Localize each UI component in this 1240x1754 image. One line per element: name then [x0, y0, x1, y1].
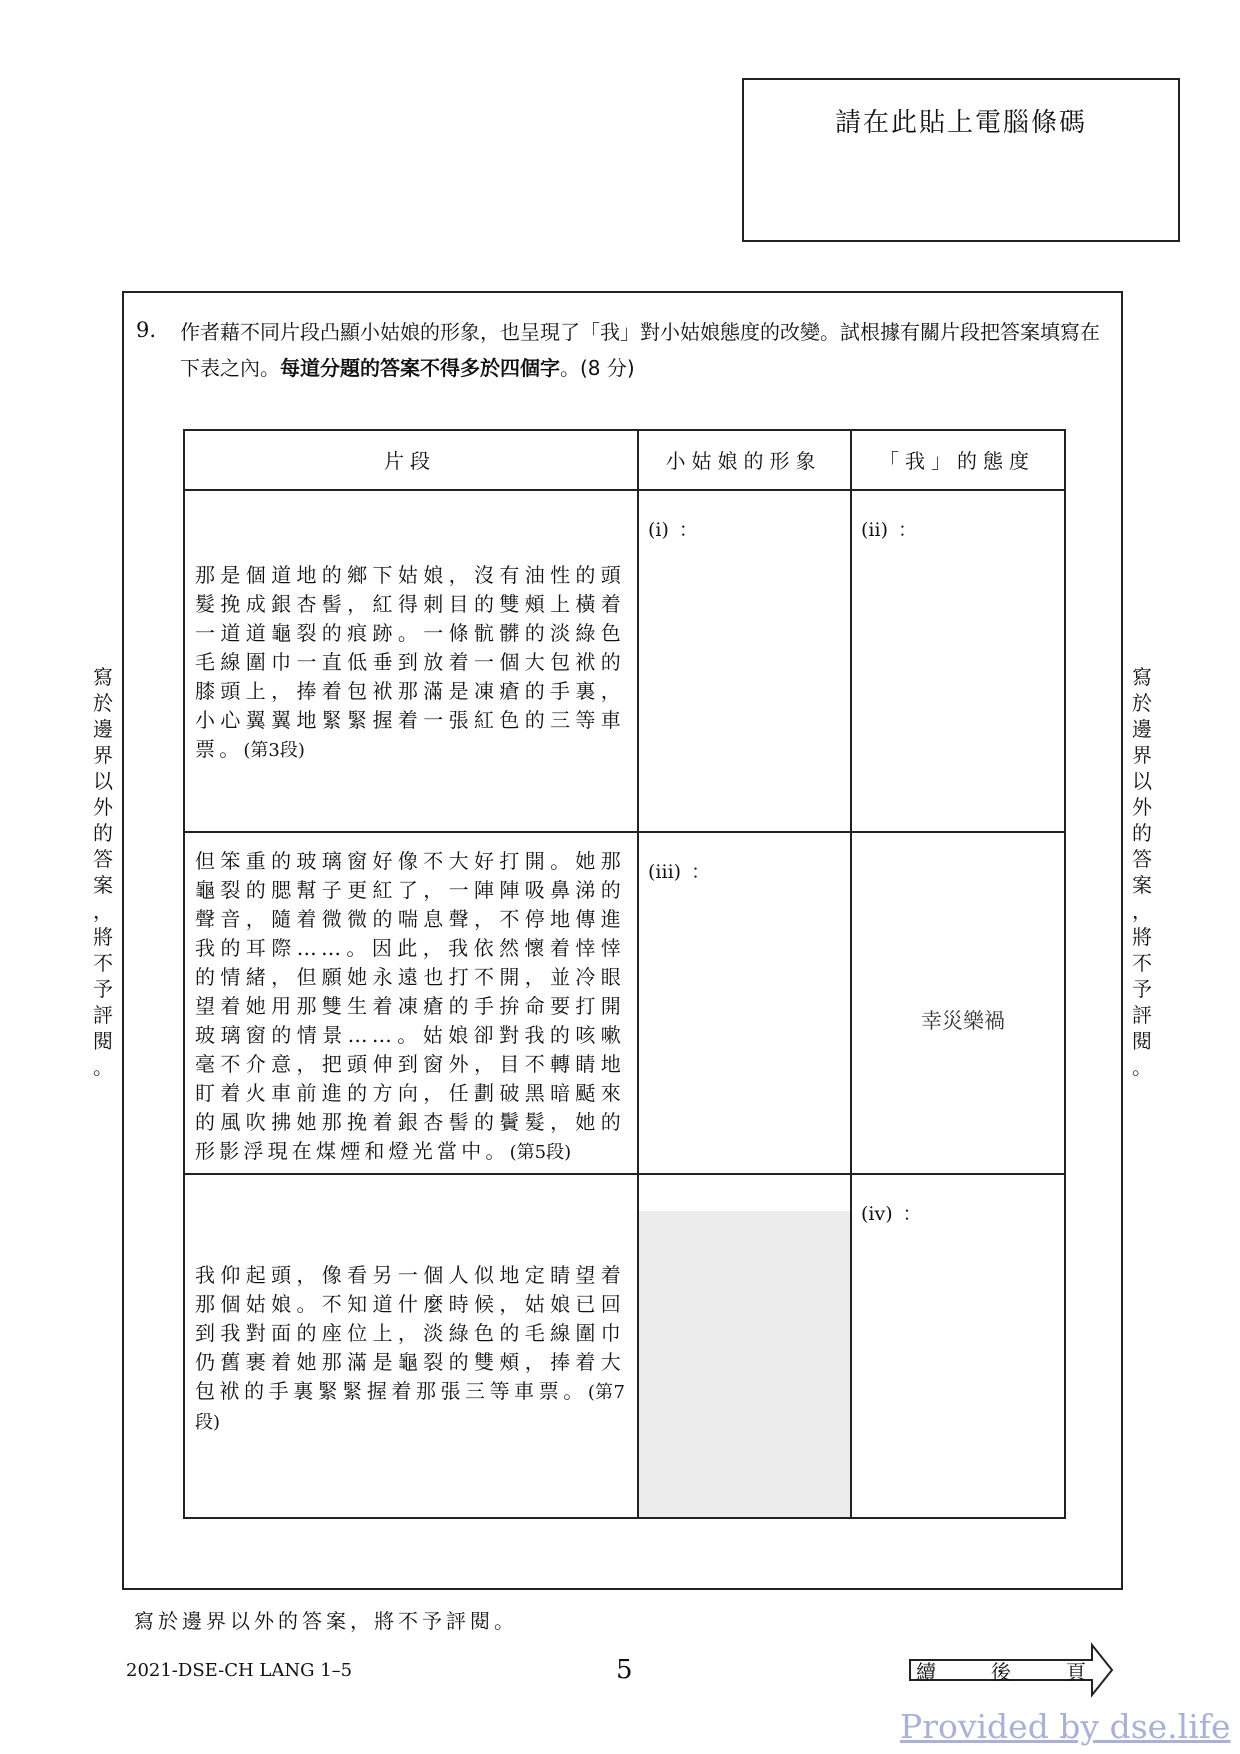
continue-arrow [908, 1642, 1114, 1698]
answer-slot-iii[interactable] [648, 857, 710, 884]
margin-note-right [1128, 664, 1156, 1080]
passage-paragraph-5 [195, 847, 625, 1167]
margin-note-char: 不 [1132, 951, 1152, 975]
barcode-box [742, 78, 1180, 242]
question-number: 9. [136, 318, 157, 342]
margin-note-char: 於 [1132, 691, 1152, 715]
margin-note-char: ， [1132, 899, 1152, 923]
margin-note-char: 於 [93, 691, 113, 715]
footer-note: 寫於邊界以外的答案，將不予評閱。 [134, 1609, 518, 1633]
header-image: 小姑娘的形象 [665, 448, 822, 473]
barcode-label: 請在此貼上電腦條碼 [834, 108, 1087, 138]
continue-char: 續 [916, 1660, 936, 1684]
question-text-plain: 作者藉不同片段凸顯小姑娘的形象，也呈現了「我」對小姑娘態度的改變。試根據有關片段把答案填寫在下表之內。 [180, 320, 1100, 380]
margin-note-char: 寫 [93, 665, 113, 689]
margin-note-char: 。 [1132, 1055, 1152, 1079]
slot-label: (ii) [861, 519, 888, 541]
margin-note-char: 予 [1132, 977, 1152, 1001]
answer-slot-i[interactable] [648, 515, 698, 542]
slot-colon: ： [678, 519, 698, 541]
margin-note-char: 案 [1132, 873, 1152, 897]
passage-source: (第3段) [243, 740, 305, 761]
margin-note-char: 將 [1132, 925, 1152, 949]
shaded-cell [637, 1211, 850, 1517]
margin-note-char: 界 [93, 743, 113, 767]
passage-text: 那是個道地的鄉下姑娘，沒有油性的頭髮挽成銀杏髻，紅得刺目的雙頰上橫着一道道龜裂的痕跡。一條骯髒的淡綠色毛線圍巾一直低垂到放着一個大包袱的膝頭上，捧着包袱那滿是凍瘡的手裏，小心翼翼地緊緊握着一張紅色的三等車票。 [195, 563, 625, 761]
margin-note-char: 外 [93, 795, 113, 819]
margin-note-char: 邊 [93, 717, 113, 741]
margin-note-char: 的 [93, 821, 113, 845]
passage-paragraph-3 [195, 561, 625, 765]
continue-char: 頁 [1066, 1660, 1086, 1684]
answer-slot-ii[interactable] [861, 515, 917, 542]
header-attitude: 「我」的態度 [879, 448, 1035, 473]
margin-note-left [89, 664, 117, 1080]
passage-source: (第5段) [509, 1142, 572, 1163]
margin-note-char: 外 [1132, 795, 1152, 819]
margin-note-char: 評 [93, 1003, 113, 1027]
passage-text: 我仰起頭，像看另一個人似地定睛望着那個姑娘。不知道什麼時候，姑娘已回到我對面的座位上，淡綠色的毛線圍巾仍舊裹着她那滿是龜裂的雙頰，捧着大包袱的手裏緊緊握着那張三等車票。 [195, 1263, 625, 1403]
question-text-bold: 每道分題的答案不得多於四個字 [280, 356, 560, 380]
margin-note-char: 邊 [1132, 717, 1152, 741]
slot-label: (iv) [861, 1203, 893, 1225]
margin-note-char: 以 [1132, 769, 1152, 793]
passage-paragraph-7 [195, 1261, 625, 1437]
slot-label: (iii) [648, 861, 682, 883]
question-marks: 。(8 分) [560, 356, 635, 380]
slot-label: (i) [648, 519, 669, 541]
margin-note-char: 。 [93, 1055, 113, 1079]
answer-slot-iv[interactable] [861, 1199, 922, 1226]
margin-note-char: 案 [93, 873, 113, 897]
margin-note-char: 答 [93, 847, 113, 871]
passage-source: (第7段) [195, 1382, 625, 1433]
slot-colon: ： [691, 861, 711, 883]
answer-table [183, 429, 1066, 1519]
margin-note-char: 寫 [1132, 665, 1152, 689]
margin-note-char: 的 [1132, 821, 1152, 845]
margin-note-char: 不 [93, 951, 113, 975]
margin-note-char: ， [93, 899, 113, 923]
margin-note-char: 予 [93, 977, 113, 1001]
margin-note-char: 界 [1132, 743, 1152, 767]
given-answer: 幸災樂禍 [921, 1009, 1005, 1033]
continue-text [916, 1656, 1086, 1685]
margin-note-char: 閱 [93, 1029, 113, 1053]
watermark: Provided by dse.life [900, 1707, 1231, 1746]
header-passage: 片段 [384, 448, 436, 473]
margin-note-char: 以 [93, 769, 113, 793]
page-number: 5 [616, 1655, 633, 1685]
margin-note-char: 將 [93, 925, 113, 949]
margin-note-char: 答 [1132, 847, 1152, 871]
slot-colon: ： [897, 519, 917, 541]
question-text [180, 314, 1100, 386]
margin-note-char: 評 [1132, 1003, 1152, 1027]
margin-note-char: 閱 [1132, 1029, 1152, 1053]
slot-colon: ： [902, 1203, 922, 1225]
passage-text: 但笨重的玻璃窗好像不大好打開。她那龜裂的腮幫子更紅了，一陣陣吸鼻涕的聲音，隨着微微的喘息聲，不停地傳進我的耳際……。因此，我依然懷着悻悻的情緒，但願她永遠也打不開，並冷眼望着她用那雙生着凍瘡的手拚命要打開玻璃窗的情景……。姑娘卻對我的咳嗽毫不介意，把頭伸到窗外，目不轉睛地盯着火車前進的方向，任劃破黑暗颳來的風吹拂她那挽着銀杏髻的鬢髮，她的形影浮現在煤煙和燈光當中。 [195, 849, 625, 1163]
paper-code: 2021-DSE-CH LANG 1–5 [126, 1660, 353, 1681]
continue-char: 後 [991, 1660, 1011, 1684]
